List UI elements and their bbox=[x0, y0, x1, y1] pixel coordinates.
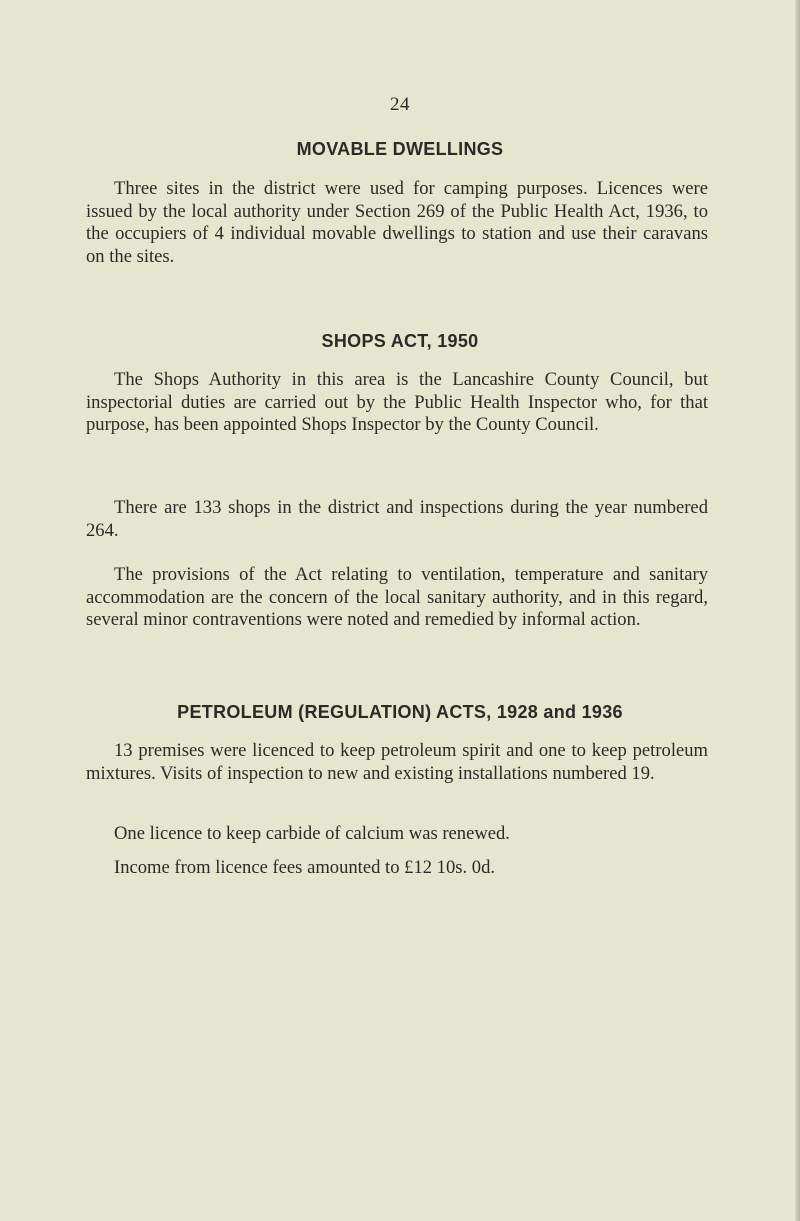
paragraph-carbide-licence: One licence to keep carbide of calcium was renewed. bbox=[114, 823, 510, 844]
page-edge-shadow bbox=[795, 0, 800, 1221]
paragraph-licence-income: Income from licence fees amounted to £12 10s. 0d. bbox=[114, 857, 496, 878]
heading-petroleum-acts: PETROLEUM (REGULATION) ACTS, 1928 and 1936 bbox=[177, 702, 623, 722]
paragraph-shops-provisions: The provisions of the Act relating to ventilation, temperature and sanitary accommodation are the concern of the local sanitary authority, and in this regard, several minor contraventions were noted and remedied by informal action. bbox=[86, 564, 708, 630]
paragraph-petroleum-premises: 13 premises were licenced to keep petroleum spirit and one to keep petroleum mixtures. Visits of inspection to new and existing installations numbered 19. bbox=[86, 740, 708, 784]
paragraph-shops-authority: The Shops Authority in this area is the Lancashire County Council, but inspectorial duties are carried out by the Public Health Inspector who, for that purpose, has been appointed Shops Inspector by the County Council. bbox=[86, 369, 708, 435]
heading-shops-act: SHOPS ACT, 1950 bbox=[321, 331, 479, 351]
paragraph-movable-dwellings: Three sites in the district were used for camping purposes. Licences were issued by the local authority under Section 269 of the Public Health Act, 1936, to the occupiers of 4 individual movable dwellings to station and use their caravans on the sites. bbox=[86, 178, 708, 267]
page-number: 24 bbox=[390, 94, 410, 115]
paragraph-shops-count: There are 133 shops in the district and inspections during the year numbered 264. bbox=[86, 497, 708, 541]
heading-movable-dwellings: MOVABLE DWELLINGS bbox=[296, 139, 504, 159]
